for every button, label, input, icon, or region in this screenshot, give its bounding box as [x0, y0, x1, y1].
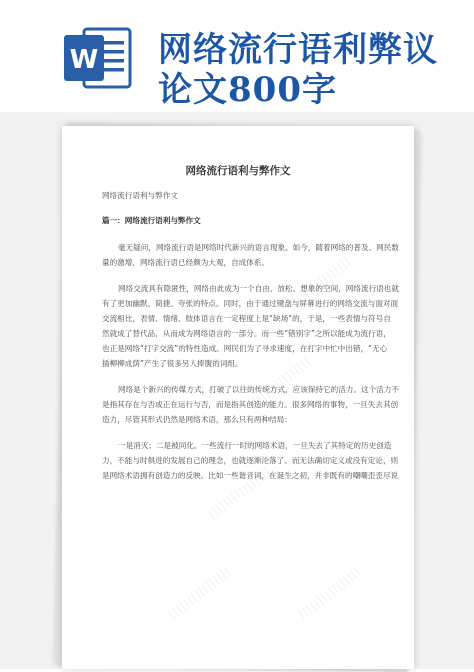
- watermark-mark: ||||||||||||||||: [165, 564, 234, 621]
- word-document-icon: [60, 25, 134, 91]
- document-title: 网络流行语利与弊作文: [185, 165, 291, 177]
- text-line: 插柳柳成荫”产生了很多另人捧腹的词组。: [102, 359, 243, 368]
- text-line: 量的激增，网络流行语已经颇为大观，自成体系。: [102, 258, 270, 267]
- text-line: 是指其存在与否或正在运行与否，而是指其创造的能力。很多网络的事物，一旦失去其创: [102, 400, 399, 409]
- banner-title-line1: 网络流行语利弊议: [158, 30, 438, 70]
- document-page: [62, 126, 414, 669]
- watermark-mark: ||||||||||||||||: [205, 464, 274, 521]
- text-line: 也正是网络“打字交流”的特性造成。网民们为了寻求速度，在打字中忙中出错，“无心: [102, 344, 388, 353]
- text-line: 然就成了替代品，从而成为网络语言的一部分。而一些“错别字”之所以能成为流行语，: [102, 329, 391, 338]
- svg-text:W: W: [69, 45, 99, 75]
- text-line: 毫无疑问，网络流行语是网络时代新兴的语言现象。如今，随着网络的普及、网民数: [118, 243, 399, 252]
- text-line: 造力，尽管其形式仍然是网络术语，那么只有两种结局：: [102, 415, 292, 424]
- banner-title-line2: 论文800字: [158, 70, 337, 110]
- text-line: 网络是个新兴的传媒方式，打破了以往的传统方式，应该保持它的活力。这个活力不: [118, 385, 399, 394]
- document-subtitle: 网络流行语利与弊作文: [102, 191, 178, 200]
- text-line: 网络交流具有隐匿性，网络由此成为一个自由、放松、想象的空间，网络流行语也就: [118, 284, 399, 293]
- section-heading: 篇一：网络流行语利与弊作文: [102, 216, 201, 225]
- watermark-mark: ||||||||||||||||: [245, 354, 314, 411]
- text-line: 一是消灭；二是被同化。一些流行一时的网络术语，一旦失去了其特定的历史创造: [118, 441, 392, 450]
- watermark-mark: ||||||||||||||||: [295, 564, 364, 621]
- watermark-mark: ||||||||||||||||: [285, 254, 354, 311]
- title-banner: [0, 0, 474, 112]
- text-line: 是网络术语拥有创造力的反映。比如一些谐音词，在诞生之初，并非既有的嘲嘲歪歪尽说: [102, 471, 399, 480]
- text-line: 有了更加幽默、简捷、夸张的特点。同时，由于通过键盘与屏幕进行的网络交流与面对面: [102, 299, 399, 308]
- text-line: 力，不能与时俱进的发展自己的理念，也就逐渐沦落了。而无法确切定义或没有定论，则: [102, 456, 399, 465]
- text-line: 交流相比，表情、情绪、肢体语言在一定程度上是“缺场”的，于是，一些表情与符号自: [102, 314, 391, 323]
